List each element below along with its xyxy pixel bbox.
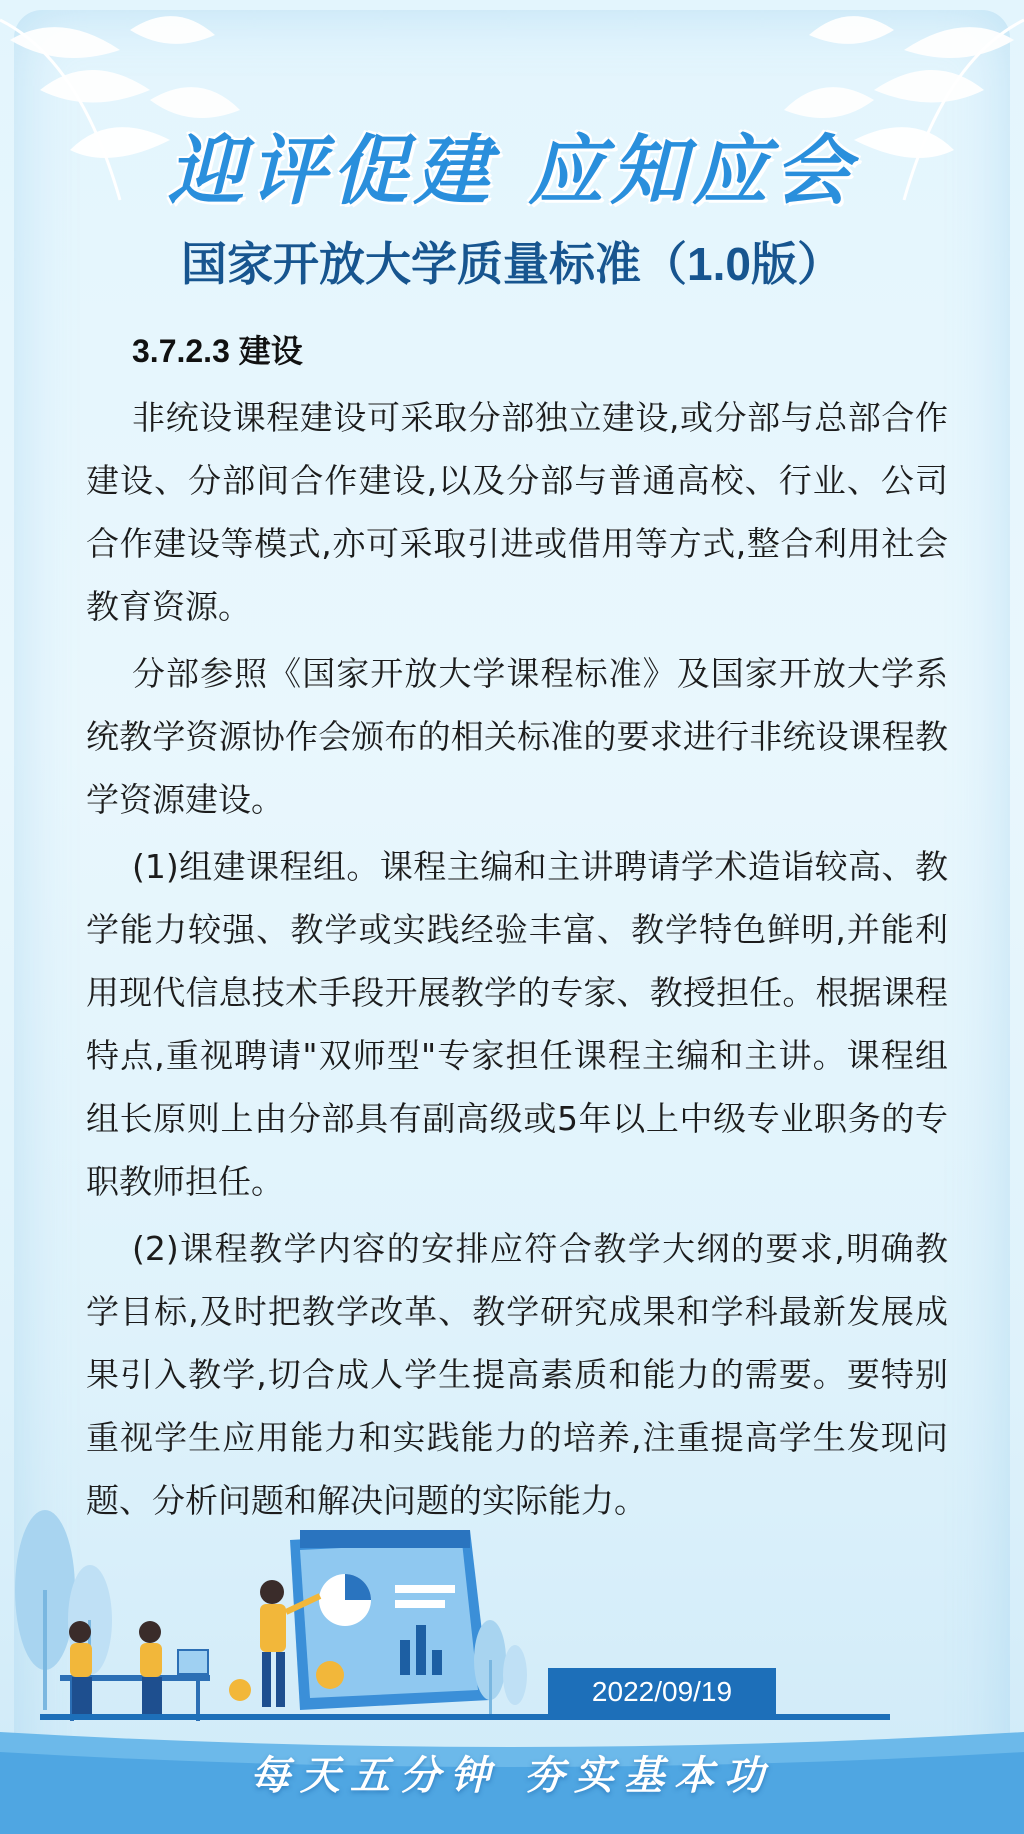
article-content (86, 326, 948, 1536)
date-label: 2022/09/19 (548, 1668, 776, 1716)
paragraph: 分部参照《国家开放大学课程标准》及国家开放大学系统教学资源协作会颁布的相关标准的要求进行非统设课程教学资源建设。 (86, 654, 948, 819)
paragraph: (2)课程教学内容的安排应符合教学大纲的要求,明确教学目标,及时把教学改革、教学研究成果和学科最新发展成果引入教学,切合成人学生提高素质和能力的需要。要特别重视学生应用能力和实践能力的培养,注重提高学生发现问题、分析问题和解决问题的实际能力。 (86, 1229, 948, 1520)
office-illustration-icon (0, 1500, 1024, 1730)
section-heading: 3.7.2.3 建设 (132, 333, 303, 369)
sub-title: 国家开放大学质量标准（1.0版） (181, 238, 843, 290)
paragraph: (1)组建课程组。课程主编和主讲聘请学术造诣较高、教学能力较强、教学或实践经验丰富、教学特色鲜明,并能利用现代信息技术手段开展教学的专家、教授担任。根据课程特点,重视聘请"双师型"专家担任课程主编和主讲。课程组组长原则上由分部具有副高级或5年以上中级专业职务的专职教师担任。 (86, 847, 948, 1201)
main-title: 迎评促建 应知应会 (167, 126, 857, 215)
footer-slogan: 每天五分钟 夯实基本功 (250, 1752, 774, 1799)
paragraph: 非统设课程建设可采取分部独立建设,或分部与总部合作建设、分部间合作建设,以及分部与普通高校、行业、公司合作建设等模式,亦可采取引进或借用等方式,整合利用社会教育资源。 (86, 398, 948, 626)
divider (40, 1714, 890, 1720)
